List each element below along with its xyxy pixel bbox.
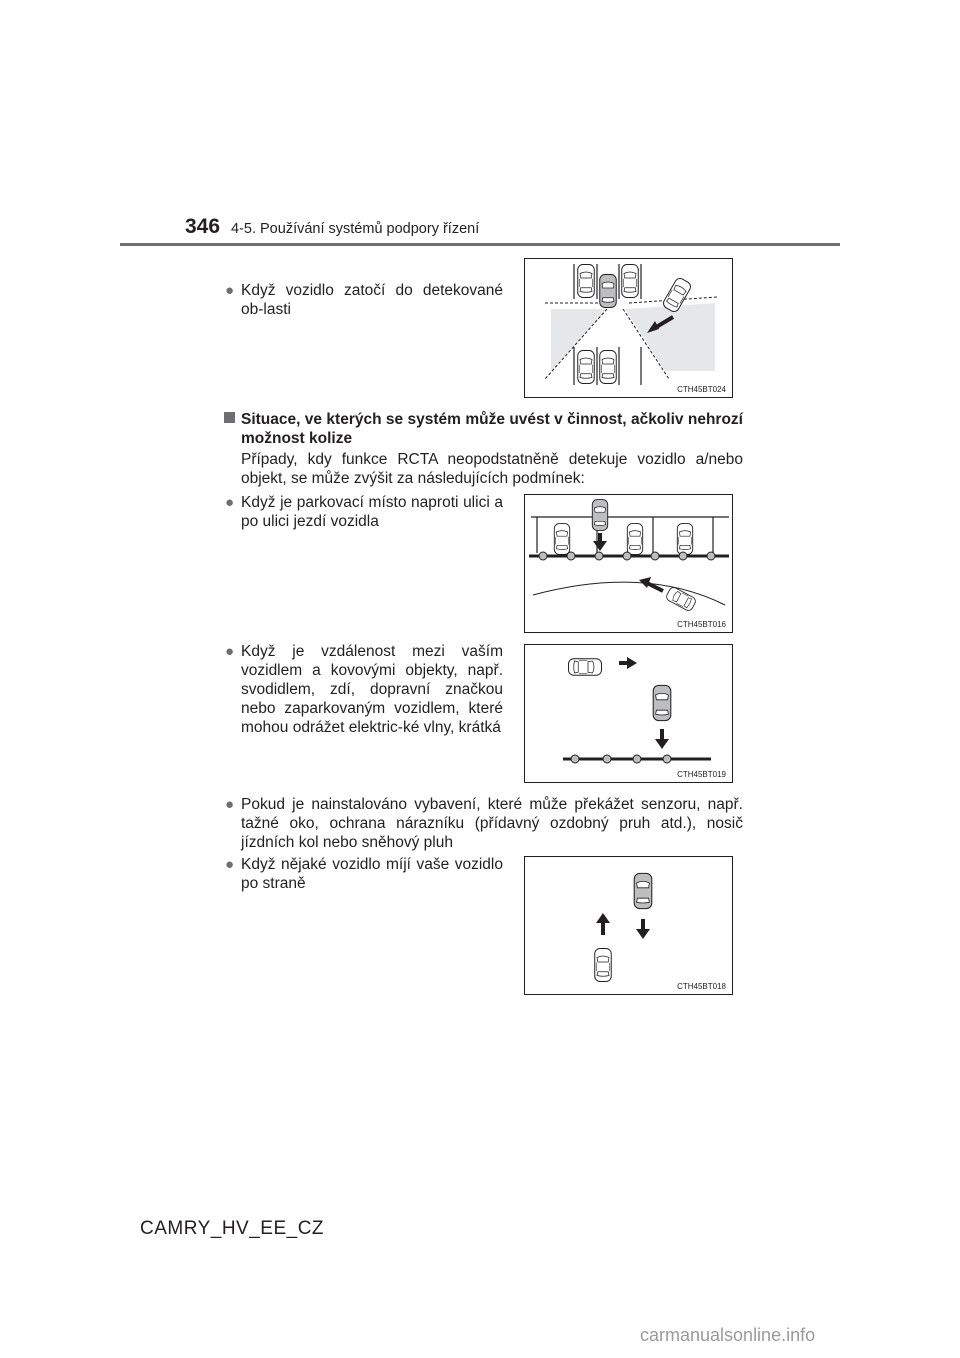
- bullet-text: Když je vzdálenost mezi vaším vozidlem a kovovými objekty, např. svodidlem, zdí, dopravní značkou nebo zaparkovaným vozidlem, které mohou odrážet elektric-ké vlny, krátká: [241, 643, 503, 736]
- bullet-text: Když vozidlo zatočí do detekované ob-lasti: [241, 282, 503, 318]
- section-title: 4-5. Používání systémů podpory řízení: [231, 221, 480, 237]
- header-rule: [120, 243, 840, 246]
- figure-turning-into-zone: [524, 258, 733, 398]
- bullet-icon: ●: [225, 856, 235, 873]
- footer-model: CAMRY_HV_EE_CZ: [140, 1218, 325, 1239]
- illustration: [525, 495, 732, 632]
- section-paragraph: Případy, kdy funkce RCTA neopodstatněně detekuje vozidlo a/nebo objekt, se může zvýšit za následujících podmínek:: [241, 451, 743, 487]
- figure-parking-opposite-street: [524, 494, 733, 633]
- bullet-item: [225, 281, 503, 319]
- bullet-text: Když nějaké vozidlo míjí vaše vozidlo po straně: [241, 856, 503, 892]
- illustration: [525, 645, 732, 782]
- figure-code: CTH45BT016: [677, 620, 726, 629]
- bullet-icon: ●: [225, 796, 235, 813]
- bullet-icon: ●: [225, 643, 235, 660]
- heading-text: Situace, ve kterých se systém může uvést v činnost, ačkoliv nehrozí možnost kolize: [241, 411, 743, 447]
- bullet-item: [225, 493, 503, 531]
- bullet-icon: ●: [225, 494, 235, 511]
- bullet-item: [225, 855, 503, 893]
- bullet-icon: ●: [225, 282, 235, 299]
- bullet-item: [225, 795, 743, 852]
- figure-code: CTH45BT018: [677, 982, 726, 991]
- watermark: carmanualsonline.info: [640, 1325, 816, 1345]
- page-number: 346: [185, 215, 221, 238]
- figure-code: CTH45BT019: [677, 770, 726, 779]
- figure-code: CTH45BT024: [677, 385, 726, 394]
- bullet-text: Když je parkovací místo naproti ulici a po ulici jezdí vozidla: [241, 494, 503, 530]
- square-bullet-icon: [224, 412, 235, 423]
- bullet-text: Pokud je nainstalováno vybavení, které může překážet senzoru, např. tažné oko, ochrana nárazníku (přídavný ozdobný pruh atd.), nosič jízdních kol nebo sněhový pluh: [241, 796, 743, 851]
- bullet-item: [225, 642, 503, 737]
- illustration: [525, 857, 732, 994]
- figure-passing-vehicle: [524, 856, 733, 995]
- figure-metal-objects: [524, 644, 733, 783]
- section-heading: [241, 410, 743, 448]
- illustration: [525, 259, 732, 397]
